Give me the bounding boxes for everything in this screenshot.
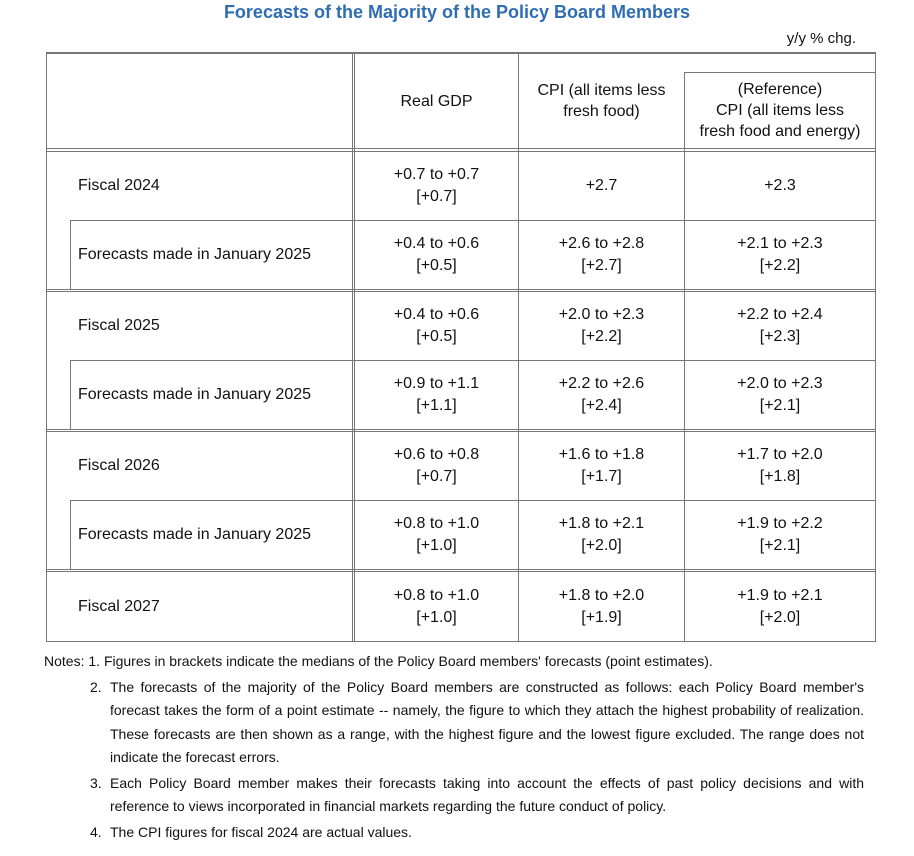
table-border-left xyxy=(46,52,47,642)
note-text: The CPI figures for fiscal 2024 are actual values. xyxy=(110,823,412,840)
indent-line xyxy=(70,220,71,290)
cell-cpi: +1.8 to +2.0 [+1.9] xyxy=(558,586,645,626)
note-3 xyxy=(44,772,864,819)
cell-gdp: +0.9 to +1.1 [+1.1] xyxy=(393,375,480,414)
cell-gdp: +0.8 to +1.0 [+1.0] xyxy=(393,586,480,626)
row-label-fiscal-2025: Fiscal 2025 xyxy=(78,317,160,334)
cell-gdp: +0.7 to +0.7 [+0.7] xyxy=(393,166,480,205)
cell-cpi: +2.0 to +2.3 [+2.2] xyxy=(558,306,645,345)
note-number: 1. xyxy=(88,653,101,669)
cell-cpi: +2.7 xyxy=(585,177,618,194)
header-ref-line1: (Reference) xyxy=(737,81,823,98)
unit-label: y/y % chg. xyxy=(786,30,856,47)
cell-gdp: +0.6 to +0.8 [+0.7] xyxy=(393,446,480,485)
header-cpi-line1: CPI (all items less xyxy=(537,82,666,99)
cell-ref-cpi: +2.1 to +2.3 [+2.2] xyxy=(737,235,823,274)
row-label-jan-forecast: Forecasts made in January 2025 xyxy=(78,246,312,263)
note-text: Each Policy Board member makes their forecasts taking into account the effects of past policy decisions and with reference to views incorporated in financial markets regarding the future conduct of policy. xyxy=(110,774,864,814)
note-number: 3. xyxy=(90,774,102,791)
row-label-jan-forecast: Forecasts made in January 2025 xyxy=(78,526,312,543)
cell-gdp: +0.4 to +0.6 [+0.5] xyxy=(393,235,480,274)
note-number: 4. xyxy=(90,823,102,840)
header-cpi xyxy=(519,54,684,148)
header-divider xyxy=(46,148,876,149)
header-ref-line2: CPI (all items less xyxy=(715,102,845,119)
group-divider xyxy=(46,289,876,290)
cell-cpi: +2.2 to +2.6 [+2.4] xyxy=(558,375,645,414)
note-4 xyxy=(44,821,864,845)
note-1 xyxy=(44,650,864,674)
row-label-fiscal-2026: Fiscal 2026 xyxy=(78,457,160,474)
table-border-bottom xyxy=(46,641,876,642)
group-divider xyxy=(46,569,876,570)
notes-prefix: Notes: xyxy=(44,653,89,669)
note-text: The forecasts of the majority of the Policy Board members are constructed as follows: each Policy Board member's forecast takes the form of a point estimate -- namely, the figure to which they attach the highest probability of realization. These forecasts are then shown as a range, with the highest figure and the lowest figure excluded. The range does not indicate the forecast errors. xyxy=(110,678,864,765)
cell-ref-cpi: +2.2 to +2.4 [+2.3] xyxy=(737,306,823,345)
forecast-table xyxy=(46,52,876,642)
cell-cpi: +1.8 to +2.1 [+2.0] xyxy=(558,515,645,554)
row-label-fiscal-2027: Fiscal 2027 xyxy=(78,597,160,615)
table-border-right xyxy=(875,52,876,642)
cell-ref-cpi: +2.0 to +2.3 [+2.1] xyxy=(737,375,823,414)
note-number: 2. xyxy=(90,678,102,695)
header-ref-line3: fresh food and energy) xyxy=(699,123,861,140)
notes-section xyxy=(44,650,864,844)
header-real-gdp-label: Real GDP xyxy=(400,92,473,110)
indent-line xyxy=(70,360,71,430)
cell-ref-cpi: +1.7 to +2.0 [+1.8] xyxy=(737,446,823,485)
cell-ref-cpi: +1.9 to +2.2 [+2.1] xyxy=(737,515,823,554)
header-reference-cpi xyxy=(685,73,875,148)
cell-ref-cpi: +2.3 xyxy=(764,177,796,194)
indent-line xyxy=(70,500,71,570)
note-2 xyxy=(44,676,864,770)
header-cpi-line2: fresh food) xyxy=(563,103,640,120)
row-label-jan-forecast: Forecasts made in January 2025 xyxy=(78,386,312,403)
cell-gdp: +0.4 to +0.6 [+0.5] xyxy=(393,306,480,345)
header-real-gdp xyxy=(355,54,518,148)
cell-cpi: +1.6 to +1.8 [+1.7] xyxy=(558,446,645,485)
group-divider xyxy=(46,429,876,430)
cell-ref-cpi: +1.9 to +2.1 [+2.0] xyxy=(737,586,823,626)
col-divider-label xyxy=(352,52,353,642)
note-text: Figures in brackets indicate the medians of the Policy Board members' forecasts (point estimates). xyxy=(103,653,713,669)
cell-cpi: +2.6 to +2.8 [+2.7] xyxy=(558,235,645,274)
page-title: Forecasts of the Majority of the Policy Board Members xyxy=(223,2,691,22)
cell-gdp: +0.8 to +1.0 [+1.0] xyxy=(393,515,480,554)
row-label-fiscal-2024: Fiscal 2024 xyxy=(78,177,160,194)
